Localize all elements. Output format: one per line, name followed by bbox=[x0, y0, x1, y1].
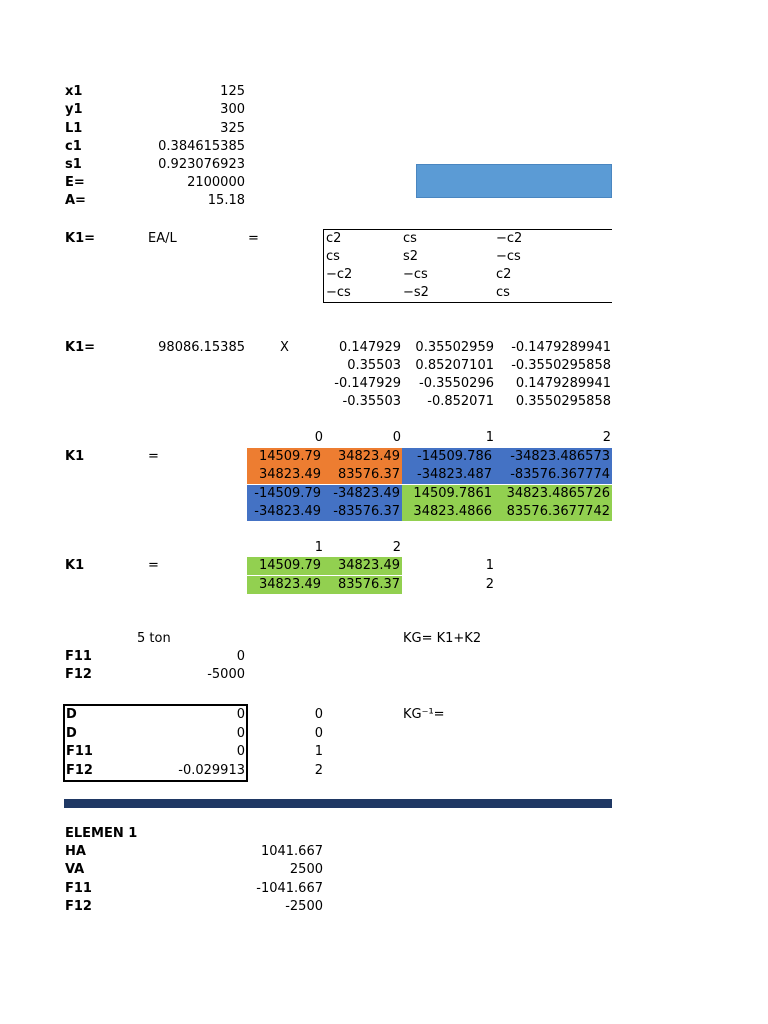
param-value-s1: 0.923076923 bbox=[158, 157, 245, 172]
matrix-cell: 83576.37 bbox=[323, 466, 402, 484]
param-value-l1: 325 bbox=[220, 121, 245, 136]
param-label-a: A= bbox=[65, 193, 86, 208]
element-value-f12: -2500 bbox=[285, 899, 323, 914]
element-value-f11: -1041.667 bbox=[256, 881, 323, 896]
load-text: 5 ton bbox=[137, 631, 171, 646]
sym-cell: c2 bbox=[496, 267, 512, 282]
matrix-cell: -83576.367774 bbox=[494, 466, 612, 484]
param-label-e: E= bbox=[65, 175, 85, 190]
matrix-cell: 14509.7861 bbox=[402, 485, 494, 503]
disp-label: D bbox=[66, 726, 77, 741]
times-sign: X bbox=[280, 340, 289, 355]
param-value-x1: 125 bbox=[220, 84, 245, 99]
param-label-x1: x1 bbox=[65, 84, 83, 99]
k1-factor: 98086.15385 bbox=[158, 340, 245, 355]
load-label-f11: F11 bbox=[65, 649, 92, 664]
sym-cell: −c2 bbox=[496, 231, 523, 246]
matrix-cell: 34823.49 bbox=[323, 557, 402, 575]
element-label-ha: HA bbox=[65, 844, 86, 859]
param-value-c1: 0.384615385 bbox=[158, 139, 245, 154]
matrix-cell: -34823.49 bbox=[323, 485, 402, 503]
k1-global-label: K1 bbox=[65, 449, 85, 464]
col-header: 1 bbox=[485, 430, 494, 445]
matrix-cell: -34823.486573 bbox=[494, 448, 612, 466]
num-cell: -0.147929 bbox=[334, 376, 401, 391]
kg-inverse: KG⁻¹= bbox=[403, 707, 445, 722]
matrix-cell: 34823.4865726 bbox=[494, 485, 612, 503]
sym-cell: cs bbox=[496, 285, 510, 300]
load-label-f12: F12 bbox=[65, 667, 92, 682]
matrix-cell: -14509.786 bbox=[402, 448, 494, 466]
sym-cell: −s2 bbox=[403, 285, 429, 300]
k1-numeric-label: K1= bbox=[65, 340, 96, 355]
equals-sign: = bbox=[248, 231, 259, 246]
num-cell: -0.3550295858 bbox=[511, 358, 611, 373]
blue-header-cell bbox=[416, 164, 612, 198]
k1-reduced-label: K1 bbox=[65, 558, 85, 573]
matrix-cell: 14509.79 bbox=[247, 557, 323, 575]
sym-cell: c2 bbox=[326, 231, 342, 246]
num-cell: 0.1479289941 bbox=[515, 376, 611, 391]
col-header: 1 bbox=[314, 540, 323, 555]
ea-over-l: EA/L bbox=[148, 231, 177, 246]
load-value-f12: -5000 bbox=[207, 667, 245, 682]
num-cell: 0.85207101 bbox=[415, 358, 494, 373]
param-value-e: 2100000 bbox=[187, 175, 245, 190]
disp-value: 0 bbox=[236, 744, 245, 759]
disp-value: 0 bbox=[236, 707, 245, 722]
num-cell: -0.852071 bbox=[427, 394, 494, 409]
num-cell: 0.35502959 bbox=[415, 340, 494, 355]
symbolic-matrix-bracket bbox=[323, 229, 612, 303]
element-title: ELEMEN 1 bbox=[65, 826, 138, 841]
param-label-s1: s1 bbox=[65, 157, 82, 172]
num-cell: -0.1479289941 bbox=[511, 340, 611, 355]
sym-cell: s2 bbox=[403, 249, 419, 264]
param-label-y1: y1 bbox=[65, 102, 83, 117]
matrix-cell: -83576.37 bbox=[323, 503, 402, 521]
sym-cell: −cs bbox=[403, 267, 428, 282]
param-label-c1: c1 bbox=[65, 139, 82, 154]
disp-index: 0 bbox=[314, 726, 323, 741]
matrix-cell: 14509.79 bbox=[247, 448, 323, 466]
col-header: 2 bbox=[602, 430, 611, 445]
sym-cell: cs bbox=[403, 231, 417, 246]
col-header: 0 bbox=[392, 430, 401, 445]
num-cell: 0.3550295858 bbox=[515, 394, 611, 409]
matrix-cell: 83576.37 bbox=[323, 576, 402, 594]
disp-value: 0 bbox=[236, 726, 245, 741]
param-value-y1: 300 bbox=[220, 102, 245, 117]
param-label-l1: L1 bbox=[65, 121, 83, 136]
matrix-cell: 34823.49 bbox=[323, 448, 402, 466]
num-cell: 0.147929 bbox=[338, 340, 401, 355]
disp-index: 2 bbox=[314, 763, 323, 778]
element-label-f12: F12 bbox=[65, 899, 92, 914]
num-cell: 0.35503 bbox=[347, 358, 401, 373]
matrix-cell: -34823.487 bbox=[402, 466, 494, 484]
col-header: 0 bbox=[314, 430, 323, 445]
disp-label: F11 bbox=[66, 744, 93, 759]
sym-cell: −cs bbox=[326, 285, 351, 300]
disp-label: F12 bbox=[66, 763, 93, 778]
matrix-cell: -34823.49 bbox=[247, 503, 323, 521]
element-label-va: VA bbox=[65, 862, 85, 877]
equals-sign: = bbox=[148, 449, 159, 464]
matrix-cell: 34823.49 bbox=[247, 576, 323, 594]
k1-symbolic-label: K1= bbox=[65, 231, 96, 246]
disp-label: D bbox=[66, 707, 77, 722]
row-index: 1 bbox=[485, 558, 494, 573]
col-header: 2 bbox=[392, 540, 401, 555]
element-label-f11: F11 bbox=[65, 881, 92, 896]
row-index: 2 bbox=[485, 577, 494, 592]
equals-sign: = bbox=[148, 558, 159, 573]
sym-cell: −c2 bbox=[326, 267, 353, 282]
disp-index: 0 bbox=[314, 707, 323, 722]
element-value-ha: 1041.667 bbox=[260, 844, 323, 859]
disp-index: 1 bbox=[314, 744, 323, 759]
matrix-cell: -14509.79 bbox=[247, 485, 323, 503]
param-value-a: 15.18 bbox=[207, 193, 245, 208]
sym-cell: cs bbox=[326, 249, 340, 264]
sym-cell: −cs bbox=[496, 249, 521, 264]
disp-value: -0.029913 bbox=[178, 763, 245, 778]
element-value-va: 2500 bbox=[289, 862, 323, 877]
matrix-cell: 83576.3677742 bbox=[494, 503, 612, 521]
num-cell: -0.3550296 bbox=[419, 376, 494, 391]
section-divider bbox=[64, 799, 612, 808]
kg-formula: KG= K1+K2 bbox=[403, 631, 482, 646]
matrix-cell: 34823.49 bbox=[247, 466, 323, 484]
num-cell: -0.35503 bbox=[342, 394, 401, 409]
matrix-cell: 34823.4866 bbox=[402, 503, 494, 521]
load-value-f11: 0 bbox=[236, 649, 245, 664]
